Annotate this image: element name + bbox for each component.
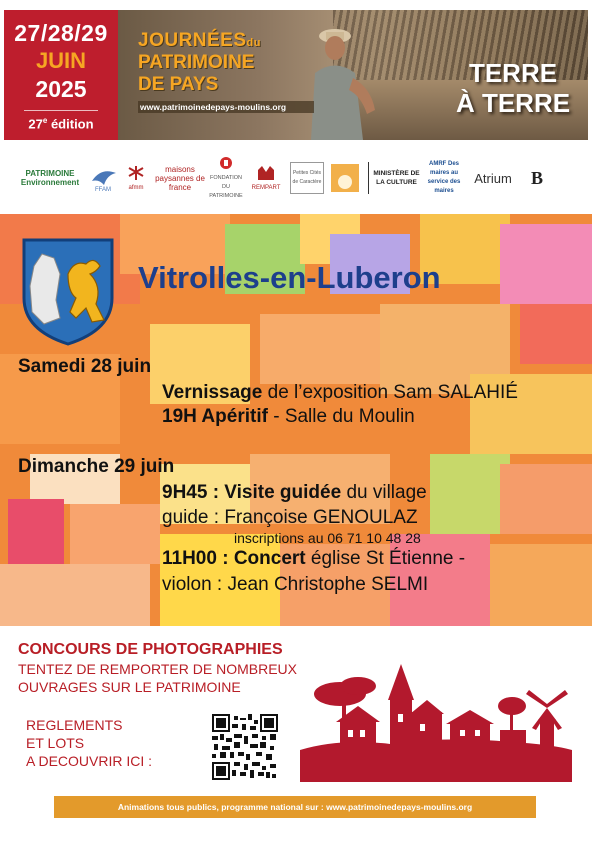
- contest-subtitle-2: OUVRAGES SUR LE PATRIMOINE: [18, 679, 241, 695]
- coat-of-arms: [20, 234, 116, 346]
- paint-patch: [0, 564, 150, 626]
- concert-detail: église St Étienne -: [305, 548, 466, 569]
- header-banner: [4, 10, 588, 140]
- b-logo: B: [530, 167, 543, 188]
- rempart-label: REMPART: [251, 184, 281, 191]
- sun-icon: [331, 164, 359, 192]
- sunday-line-1: [162, 482, 427, 504]
- paint-patch: [500, 464, 592, 534]
- saturday-line-2: [162, 406, 415, 428]
- paint-patch: [490, 544, 592, 626]
- qr-code[interactable]: [212, 714, 278, 780]
- logo-url: www.patrimoinedepays-moulins.org: [138, 101, 314, 113]
- vernissage-detail: de l’exposition Sam SALAHIÉ: [262, 382, 518, 403]
- sunday-line-2: guide : Françoise GENOULAZ: [162, 507, 418, 528]
- ffam-logo: [88, 162, 120, 194]
- paint-patch: [260, 314, 380, 384]
- windmill-icon: [126, 164, 146, 180]
- sunday-line-4: [162, 548, 465, 570]
- paint-patch: [430, 454, 510, 534]
- logo-du: du: [246, 37, 261, 49]
- sunday-line-5: violon : Jean Christophe SELMI: [162, 574, 429, 595]
- logo-journees: JOURNÉES: [138, 30, 247, 51]
- contest-title: CONCOURS DE PHOTOGRAPHIES: [18, 641, 283, 658]
- paint-patch: [8, 499, 64, 569]
- patrimoine-environnement-logo: PATRIMOINE Environnement: [20, 169, 80, 187]
- contest-subtitle-1: TENTEZ DE REMPORTER DE NOMBREUX: [18, 661, 297, 677]
- ministere-culture-logo: MINISTÈRE DE LA CULTURE: [368, 162, 424, 194]
- program-area: [0, 214, 592, 626]
- aperitif-detail: - Salle du Moulin: [267, 406, 415, 427]
- header-photo: [118, 10, 588, 140]
- edition-label: [4, 116, 118, 131]
- saturday-heading: Samedi 28 juin: [18, 356, 152, 377]
- svg-text:FFAM: FFAM: [95, 187, 111, 193]
- sunday-line-3: inscriptions au 06 71 10 48 28: [234, 530, 421, 546]
- fondation-patrimoine-logo: [209, 162, 243, 199]
- fondation-icon: [219, 156, 233, 170]
- afmm-label: afmm: [128, 184, 144, 191]
- fondation-label: FONDATION DU PATRIMOINE: [209, 174, 243, 199]
- visit-label: 9H45 : Visite guidée: [162, 482, 342, 503]
- sunday-heading: Dimanche 29 juin: [18, 456, 175, 477]
- amrf-logo: AMRF Des maires au service des maires: [427, 161, 461, 194]
- date-divider: [24, 110, 98, 111]
- maisons-paysannes-logo: maisons paysannes de france: [155, 164, 205, 192]
- atrium-logo: Atrium: [474, 170, 512, 186]
- sun-logo: [330, 162, 360, 194]
- event-days: 27/28/29: [14, 20, 108, 46]
- event-month: JUIN: [35, 48, 87, 73]
- paint-patch: [520, 304, 592, 364]
- rules-line-1: REGLEMENTS: [26, 717, 123, 733]
- logo-line-2: PATRIMOINE: [138, 52, 255, 73]
- aperitif-label: 19H Apéritif: [162, 406, 268, 427]
- visit-detail: du village: [341, 482, 427, 503]
- afmm-logo: [122, 162, 150, 194]
- edition-sup: e: [42, 116, 48, 125]
- rules-line-2: ET LOTS: [26, 735, 85, 751]
- theme-title: [448, 58, 578, 118]
- village-illustration: [300, 658, 572, 782]
- paint-patch: [500, 224, 592, 304]
- paint-patch: [70, 504, 160, 564]
- town-name: Vitrolles-en-Luberon: [138, 260, 441, 295]
- concert-label: 11H00 : Concert: [162, 548, 306, 569]
- theme-line-1: TERRE: [468, 58, 558, 88]
- date-box: [4, 10, 118, 140]
- footer-bar: Animations tous publics, programme national sur : www.patrimoinedepays-moulins.org: [54, 796, 536, 818]
- petites-cites-logo: Petites Cités de Caractère: [290, 162, 324, 194]
- festival-logo: [136, 26, 314, 122]
- logo-line-1: [138, 30, 261, 52]
- bird-icon: [89, 163, 119, 193]
- edition-word: édition: [47, 116, 94, 132]
- partner-logos: [18, 156, 574, 202]
- saturday-line-1: [162, 382, 518, 404]
- rempart-logo: [250, 162, 282, 194]
- event-year: 2025: [35, 76, 87, 102]
- logo-line-3: DE PAYS: [138, 74, 219, 95]
- theme-line-2: À TERRE: [455, 88, 571, 118]
- rempart-icon: [256, 164, 276, 180]
- edition-number: 27: [28, 116, 43, 132]
- vernissage-label: Vernissage: [162, 382, 263, 403]
- rules-line-3: A DECOUVRIR ICI :: [26, 753, 153, 769]
